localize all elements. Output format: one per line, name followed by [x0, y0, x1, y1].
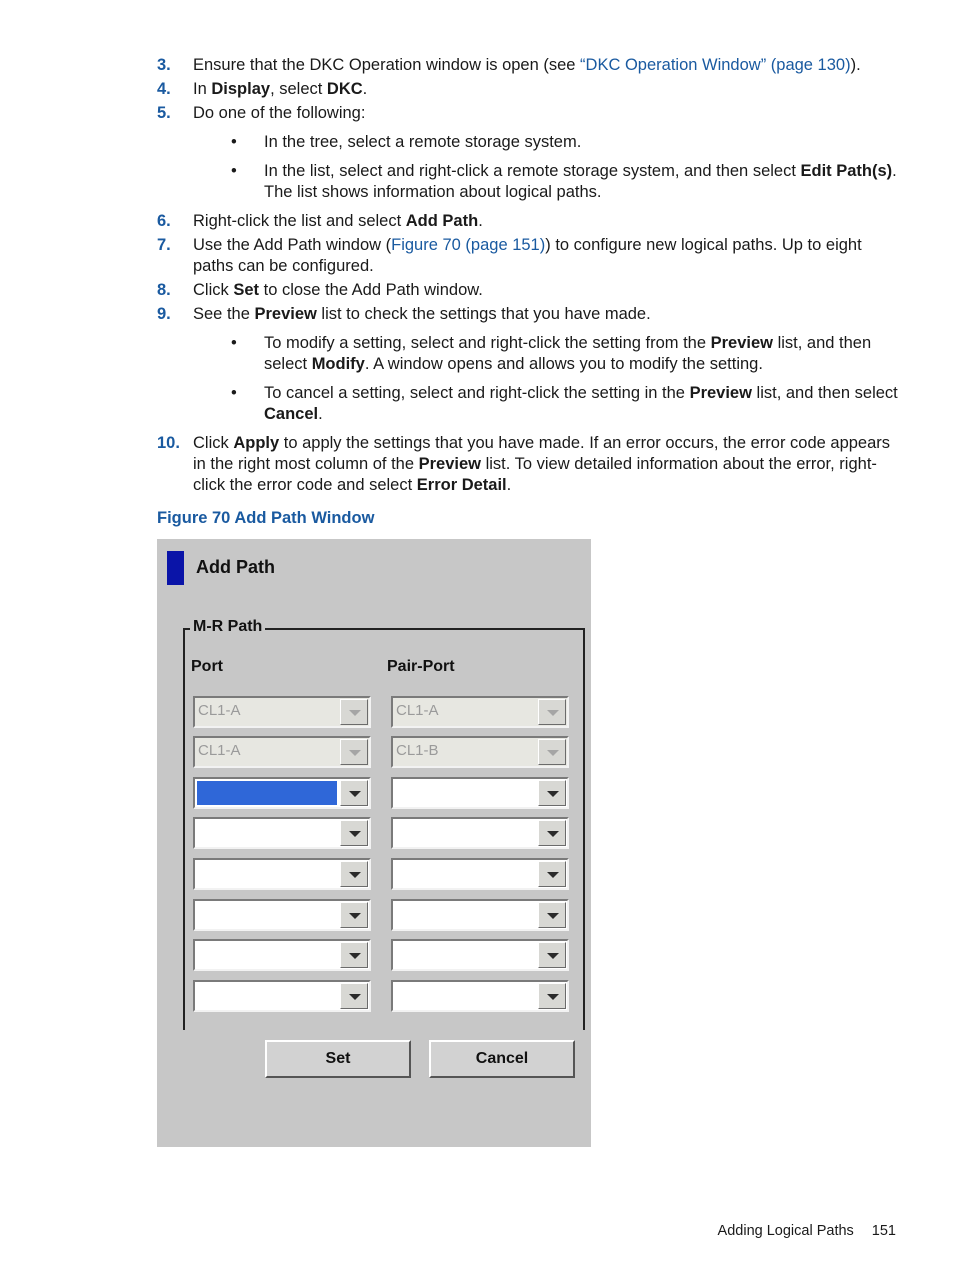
dropdown-arrow-button[interactable]: [340, 699, 368, 725]
figure-70-link[interactable]: Figure 70 (page 151): [391, 236, 546, 254]
port-dropdown[interactable]: [193, 899, 371, 931]
dropdown-arrow-button[interactable]: [538, 699, 566, 725]
step-5-options: [193, 132, 902, 203]
title-accent-bar: [167, 551, 184, 585]
footer-section: Adding Logical Paths: [717, 1223, 854, 1239]
step-number: 10.: [157, 434, 180, 452]
pair-port-dropdown[interactable]: [391, 980, 569, 1012]
bullet-item: • In the list, select and right-click a remote storage system, and then select Edit Path(s). The list shows information about logical paths.: [193, 161, 902, 203]
chevron-down-icon: [349, 953, 361, 959]
pair-port-dropdown[interactable]: [391, 736, 569, 768]
step-5: 5. Do one of the following: • In the tree, select a remote storage system. • In the list, select and right-click a remote storage system, and then select Edit Path(s). The list shows information about logical paths.: [157, 103, 902, 203]
step-number: 6.: [157, 212, 171, 230]
dropdown-arrow-button[interactable]: [340, 820, 368, 846]
step-8: 8. Click Set to close the Add Path window.: [157, 281, 483, 299]
step-4: 4. In Display, select DKC.: [157, 80, 368, 98]
port-dropdown[interactable]: [193, 858, 371, 890]
port-dropdown[interactable]: [193, 777, 371, 809]
procedure-steps: [157, 55, 902, 499]
pair-port-dropdown[interactable]: [391, 899, 569, 931]
chevron-down-icon: [349, 831, 361, 837]
step-9-options: [193, 333, 902, 425]
bullet-item: • To modify a setting, select and right-click the setting from the Preview list, and then select Modify. A window opens and allows you to modify the setting.: [193, 333, 902, 375]
dropdown-arrow-button[interactable]: [538, 983, 566, 1009]
bullet-item: • In the tree, select a remote storage system.: [193, 132, 902, 153]
chevron-down-icon: [547, 710, 559, 716]
port-column-header: Port: [191, 658, 223, 675]
step-number: 7.: [157, 236, 171, 254]
dropdown-arrow-button[interactable]: [538, 780, 566, 806]
port-dropdown[interactable]: [193, 817, 371, 849]
dropdown-arrow-button[interactable]: [340, 861, 368, 887]
group-label: M-R Path: [190, 618, 265, 636]
port-dropdown-value: CL1-A: [198, 742, 241, 759]
chevron-down-icon: [349, 710, 361, 716]
selection-highlight: [197, 781, 337, 805]
port-dropdown[interactable]: [193, 696, 371, 728]
chevron-down-icon: [547, 750, 559, 756]
dropdown-arrow-button[interactable]: [538, 861, 566, 887]
page-number: 151: [871, 1223, 896, 1239]
dropdown-arrow-button[interactable]: [538, 820, 566, 846]
dropdown-arrow-button[interactable]: [538, 739, 566, 765]
port-dropdown[interactable]: [193, 939, 371, 971]
pair-port-dropdown[interactable]: [391, 939, 569, 971]
pair-port-dropdown[interactable]: [391, 696, 569, 728]
dropdown-arrow-button[interactable]: [340, 780, 368, 806]
dropdown-arrow-button[interactable]: [340, 739, 368, 765]
pair-port-column-header: Pair-Port: [387, 658, 455, 675]
bullet-item: • To cancel a setting, select and right-click the setting in the Preview list, and then select Cancel.: [193, 383, 902, 425]
step-9: 9. See the Preview list to check the settings that you have made. • To modify a setting, select and right-click the setting from the Preview list, and then select Modify. A window opens and allows you to modify the setting. • To cancel a setting, select and right-click the setting in the Preview list, and then select Cancel.: [157, 304, 902, 425]
step-10: 10. Click Apply to apply the settings that you have made. If an error occurs, the error code appears in the right most column of the Preview list. To view detailed information about the error, right-click the error code and select Error Detail.: [157, 434, 891, 494]
chevron-down-icon: [547, 872, 559, 878]
step-6: 6. Right-click the list and select Add Path.: [157, 212, 483, 230]
chevron-down-icon: [349, 791, 361, 797]
port-dropdown[interactable]: [193, 980, 371, 1012]
step-number: 9.: [157, 305, 171, 323]
chevron-down-icon: [547, 994, 559, 1000]
pair-port-dropdown-value: CL1-B: [396, 742, 439, 759]
dropdown-arrow-button[interactable]: [340, 902, 368, 928]
chevron-down-icon: [349, 994, 361, 1000]
pair-port-dropdown[interactable]: [391, 858, 569, 890]
page-footer: [718, 1223, 896, 1239]
chevron-down-icon: [349, 913, 361, 919]
step-number: 4.: [157, 80, 171, 98]
cancel-button[interactable]: Cancel: [429, 1040, 575, 1078]
chevron-down-icon: [547, 831, 559, 837]
chevron-down-icon: [547, 953, 559, 959]
set-button[interactable]: Set: [265, 1040, 411, 1078]
port-dropdown-value: CL1-A: [198, 702, 241, 719]
pair-port-dropdown[interactable]: [391, 777, 569, 809]
pair-port-dropdown[interactable]: [391, 817, 569, 849]
add-path-window: [157, 539, 591, 1147]
dropdown-arrow-button[interactable]: [538, 902, 566, 928]
step-number: 3.: [157, 56, 171, 74]
step-7: 7. Use the Add Path window (Figure 70 (page 151)) to configure new logical paths. Up to eight paths can be configured.: [157, 236, 862, 275]
chevron-down-icon: [349, 872, 361, 878]
port-dropdown[interactable]: [193, 736, 371, 768]
pair-port-dropdown-value: CL1-A: [396, 702, 439, 719]
chevron-down-icon: [547, 913, 559, 919]
window-title: Add Path: [196, 557, 275, 577]
dkc-operation-window-link[interactable]: “DKC Operation Window” (page 130): [580, 56, 851, 74]
chevron-down-icon: [547, 791, 559, 797]
dropdown-arrow-button[interactable]: [340, 942, 368, 968]
dropdown-arrow-button[interactable]: [538, 942, 566, 968]
dropdown-arrow-button[interactable]: [340, 983, 368, 1009]
step-number: 8.: [157, 281, 171, 299]
step-number: 5.: [157, 104, 171, 122]
figure-caption: Figure 70 Add Path Window: [157, 509, 375, 527]
step-3: 3. Ensure that the DKC Operation window is open (see “DKC Operation Window” (page 130)).: [157, 56, 861, 74]
chevron-down-icon: [349, 750, 361, 756]
